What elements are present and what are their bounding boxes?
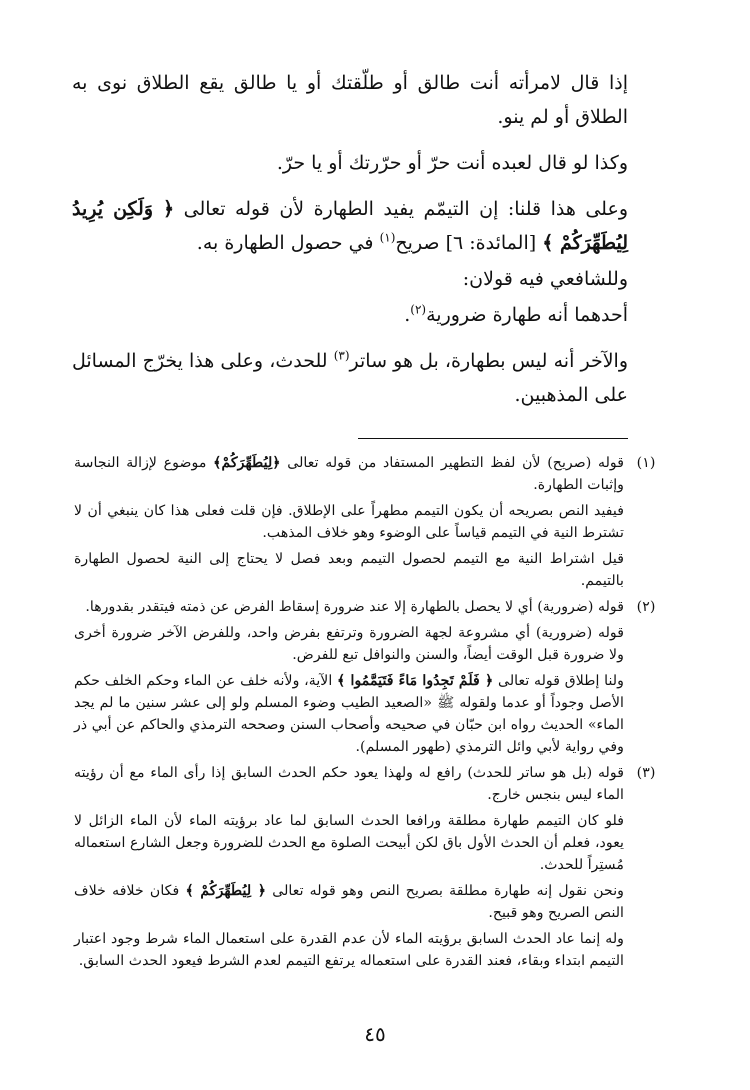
main-paragraph-3: وعلى هذا قلنا: إن التيمّم يفيد الطهارة لأن قوله تعالى ﴿ وَلَكِن يُرِيدُ لِيُطَهِّرَكُمْ ﴾ [المائدة: ٦] صريح$^{(١)}$ في حصول الطهارة به. (72, 198, 628, 254)
main-paragraph-4: وللشافعي فيه قولان: (462, 268, 628, 290)
quran-verse: ﴿ وَلَكِن يُرِيدُ لِيُطَهِّرَكُمْ ﴾ (72, 198, 628, 254)
footnote-3 (74, 762, 664, 972)
quran-verse: ﴿ فَلَمْ تَجِدُوا مَاءً فَتَيَمَّمُوا ﴾ (337, 673, 494, 689)
footnote-divider (358, 438, 628, 439)
footnote-ref-1[interactable]: (١) (379, 230, 396, 245)
quran-verse: ﴿ لِيُطَهِّرَكُمْ ﴾ (185, 883, 267, 899)
footnote-number: (٢) (636, 599, 656, 615)
footnote-1 (74, 452, 664, 592)
footnote-paragraph: فلو كان التيمم طهارة مطلقة ورافعا الحدث السابق لما عاد برؤيته الماء لأن الماء الزائل لا يعود، فعلم أن الحدث الأول باق لكن أبيحت الصلوة مع الحدث للضرورة وجعل الشارع استعماله مُستِراً للحدث. (74, 813, 624, 873)
footnote-paragraph: ونحن نقول إنه طهارة مطلقة بصريح النص وهو قوله تعالى ﴿ لِيُطَهِّرَكُمْ ﴾ فكان خلافه خلاف النص الصريح وهو قبيح. (74, 883, 625, 921)
quran-verse: ﴿لِيُطَهِّرَكُمْ﴾ (213, 455, 281, 471)
main-paragraph-1: إذا قال لامرأته أنت طالق أو طلّقتك أو يا طالق يقع الطلاق نوى به الطلاق أو لم ينو. (72, 72, 628, 128)
footnote-ref-2[interactable]: (٢) (410, 302, 427, 317)
footnote-paragraph: قيل اشتراط النية مع التيمم لحصول التيمم وبعد فصل لا يحتاج إلى النية لحصول الطهارة بالتيمم. (74, 551, 624, 589)
footnote-number: (١) (636, 455, 656, 471)
main-text (72, 66, 628, 424)
footnote-ref-3[interactable]: (٣) (333, 348, 350, 363)
footnote-paragraph: قوله (صريح) لأن لفظ التطهير المستفاد من قوله تعالى ﴿لِيُطَهِّرَكُمْ﴾ موضوع لإزالة النجاسة وإثبات الطهارة. (74, 455, 625, 493)
main-paragraph-5: أحدهما أنه طهارة ضرورية$^{(٢)}$. (404, 302, 628, 326)
footnote-paragraph: قوله (ضرورية) أي مشروعة لجهة الضرورة وترتفع بفرض واحد، وللفرض الآخر ضرورة أخرى ولا ضرورة قبل الوقت أيضاً، والسنن والنوافل تبع للفرض. (74, 625, 624, 663)
footnote-paragraph: ولنا إطلاق قوله تعالى ﴿ فَلَمْ تَجِدُوا مَاءً فَتَيَمَّمُوا ﴾ الآية، ولأنه خلف عن الماء وحكم الخلف حكم الأصل وجوداً أو عدما ولقوله ﷺ «الصعيد الطيب وضوء المسلم ولو إلى عشر سنين ما لم يجد الماء» الحديث رواه ابن حبّان في صحيحه وأصحاب السنن وصححه الترمذي والحاكم عن أبي ذر وفي رواية لأبي وائل الترمذي (طهور المسلم). (74, 673, 624, 755)
footnote-2 (74, 596, 664, 758)
main-paragraph-2: وكذا لو قال لعبده أنت حرّ أو حرّرتك أو يا حرّ. (276, 152, 628, 174)
footnote-paragraph: فيفيد النص بصريحه أن يكون التيمم مطهراً على الإطلاق. فإن قلت فعلى هذا كان ينبغي أن لا تشترط النية في التيمم قياساً على الوضوء وهو خلاف المذهب. (74, 503, 624, 541)
footnote-paragraph: قوله (بل هو ساتر للحدث) رافع له ولهذا يعود حكم الحدث السابق إذا رأى الماء مع أن رؤيته الماء ليس بنجس خارج. (74, 765, 624, 803)
footnote-paragraph: وله إنما عاد الحدث السابق برؤيته الماء لأن عدم القدرة على استعمال الماء شرط وجود اعتبار التيمم ابتداء وبقاء، فعند القدرة على استعماله يرتفع التيمم لعدم الشرط فيعود الحدث السابق. (74, 931, 624, 969)
page-number: ٤٥ (364, 1022, 386, 1046)
main-paragraph-6: والآخر أنه ليس بطهارة، بل هو ساتر$^{(٣)}$ للحدث، وعلى هذا يخرّج المسائل على المذهبين. (72, 348, 628, 406)
footnote-number: (٣) (636, 765, 656, 781)
footnotes (74, 452, 664, 976)
footnote-paragraph: قوله (ضرورية) أي لا يحصل بالطهارة إلا عند ضرورة إسقاط الفرض عن ذمته فيتقدر بقدورها. (85, 599, 624, 615)
